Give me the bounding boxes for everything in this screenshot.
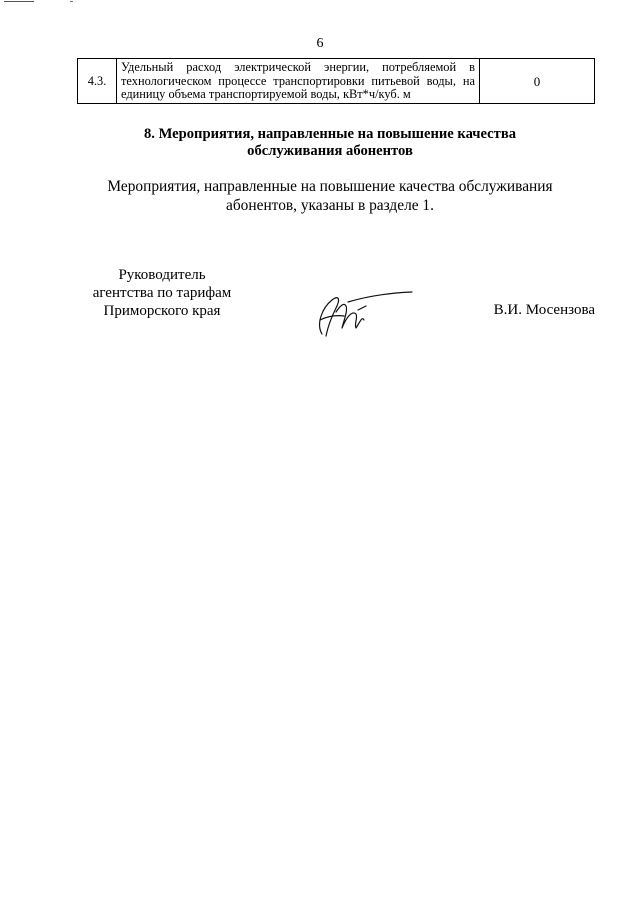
row-description-cell: Удельный расход электрической энергии, потребляемой в технологическом процессе транспортировки питьевой воды, на единицу объема транспортируемой воды, кВт*ч/куб. м [117, 59, 480, 104]
signer-title-line-2: агентства по тарифам [92, 285, 232, 301]
indicator-table [77, 58, 595, 104]
row-value-cell: 0 [480, 59, 595, 104]
table-row [78, 59, 595, 104]
section-title: 8. Мероприятия, направленные на повышение качества обслуживания абонентов [143, 126, 516, 159]
scan-corner-mark [0, 0, 70, 4]
handwritten-signature [308, 284, 418, 344]
section-body: Мероприятия, направленные на повышение качества обслуживания абонентов, указаны в разделе 1. [107, 178, 553, 214]
signer-name: В.И. Мосензова [493, 302, 595, 318]
signer-title-line-3: Приморского края [103, 303, 221, 319]
signer-title-line-1: Руководитель [118, 267, 206, 283]
signer-title [72, 266, 252, 320]
row-number-cell: 4.3. [78, 59, 117, 104]
page-number: 6 [316, 36, 324, 51]
